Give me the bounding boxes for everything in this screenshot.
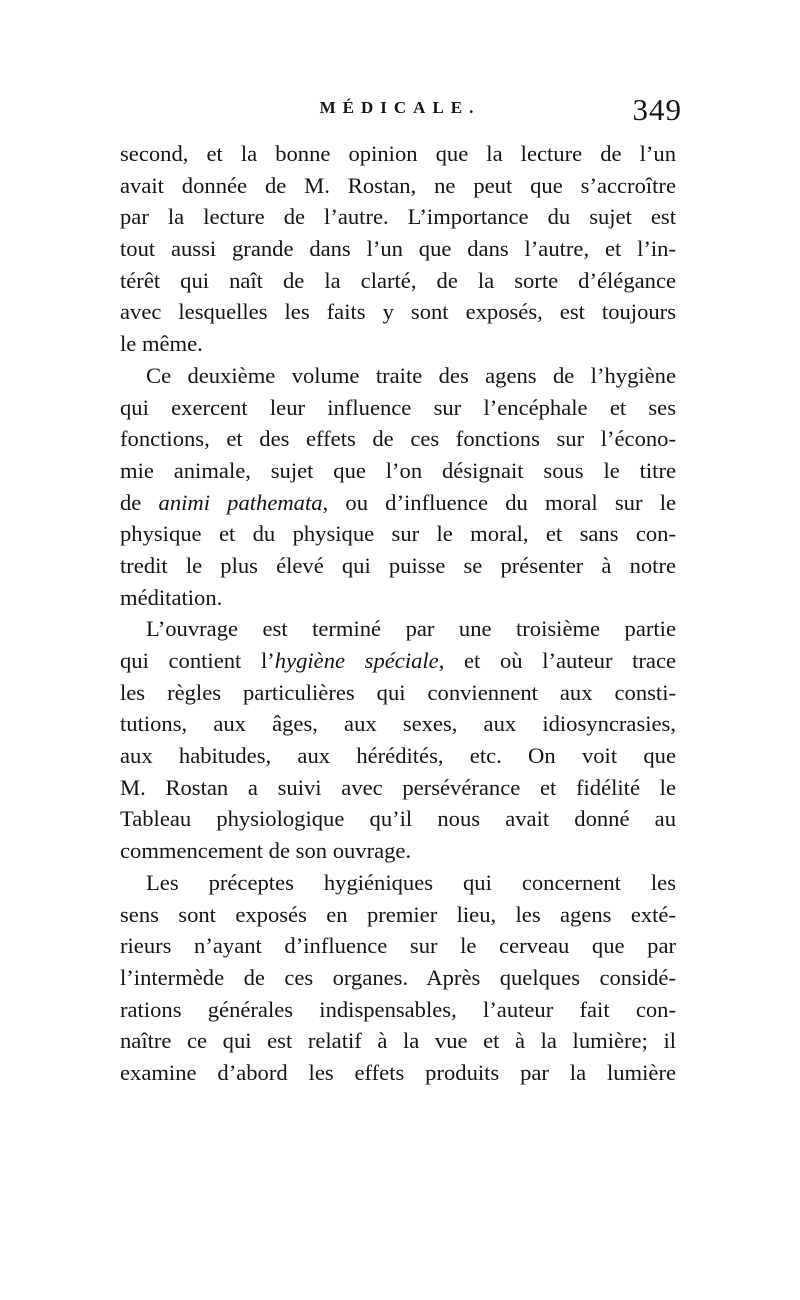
text-line: tutions, aux âges, aux sexes, aux idiosyncrasies, <box>120 711 676 737</box>
text-line: commencement de son ouvrage. <box>120 838 412 864</box>
text-line: physique et du physique sur le moral, et sans con- <box>120 521 676 547</box>
text-line: Ce deuxième volume traite des agens de l’hygiène <box>146 362 676 388</box>
text-line: avait donnée de M. Rostan, ne peut que s’accroître <box>120 172 676 198</box>
paragraph-1 <box>120 138 676 360</box>
text-line: les règles particulières qui conviennent aux consti- <box>120 679 676 705</box>
text-line: fonctions, et des effets de ces fonctions sur l’écono- <box>120 426 676 452</box>
paragraph-2 <box>120 360 676 614</box>
text-line: aux habitudes, aux hérédités, etc. On voit que <box>120 743 676 769</box>
text-line: rieurs n’ayant d’influence sur le cerveau que par <box>120 933 676 959</box>
text-line: qui exercent leur influence sur l’encéphale et ses <box>120 394 676 420</box>
text-line: examine d’abord les effets produits par la lumière <box>120 1059 676 1085</box>
text-line: térêt qui naît de la clarté, de la sorte d’élégance <box>120 267 676 293</box>
text-line: rations générales indispensables, l’auteur fait con- <box>120 996 676 1022</box>
text-line: Les préceptes hygiéniques qui concernent les <box>146 869 676 895</box>
text-line: mie animale, sujet que l’on désignait sous le titre <box>120 457 676 483</box>
running-head <box>118 92 682 132</box>
text-line: second, et la bonne opinion que la lecture de l’un <box>120 141 676 166</box>
text-line: l’intermède de ces organes. Après quelques considé- <box>120 964 676 990</box>
body-text <box>120 138 676 1089</box>
paragraph-4 <box>120 867 676 1089</box>
text-line: méditation. <box>120 584 223 610</box>
text-line: M. Rostan a suivi avec persévérance et fidélité le <box>120 774 676 800</box>
text-line: L’ouvrage est terminé par une troisième partie <box>146 616 676 642</box>
italic-phrase: hygiène spéciale <box>274 648 439 673</box>
text-line: Tableau physiologique qu’il nous avait donné au <box>120 806 676 832</box>
text-line-with-italic: de animi pathemata, ou d’influence du moral sur le <box>120 489 676 515</box>
text-line: sens sont exposés en premier lieu, les agens exté- <box>120 901 676 927</box>
text-line: tout aussi grande dans l’un que dans l’autre, et l’in- <box>120 236 676 262</box>
running-title: MÉDICALE. <box>319 98 481 117</box>
text-line: par la lecture de l’autre. L’importance du sujet est <box>120 204 676 230</box>
text-line: le même. <box>120 331 203 357</box>
text-line: tredit le plus élevé qui puisse se présenter à notre <box>120 552 676 578</box>
page-number: 349 <box>632 92 682 127</box>
italic-phrase: animi pathemata <box>158 489 323 515</box>
text-line-with-italic: qui contient l’hygiène spéciale, et où l’auteur trace <box>120 648 677 673</box>
text-line: naître ce qui est relatif à la vue et à la lumière; il <box>120 1028 676 1054</box>
text-line: avec lesquelles les faits y sont exposés, est toujours <box>120 299 676 325</box>
paragraph-3 <box>120 613 676 867</box>
